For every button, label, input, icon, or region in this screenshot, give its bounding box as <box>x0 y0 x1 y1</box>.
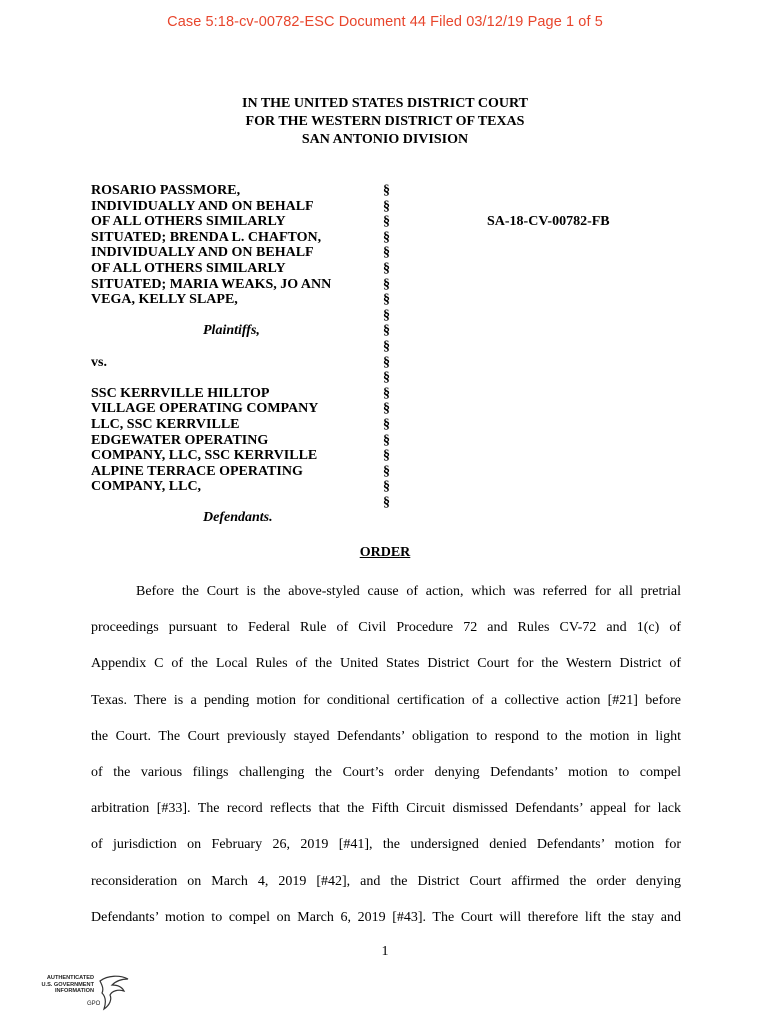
defendant-line: COMPANY, LLC, SSC KERRVILLE <box>91 448 318 464</box>
defendant-line: LLC, SSC KERRVILLE <box>91 416 240 432</box>
body-line: Before the Court is the above-styled cause of action, which was referred for all pretrial <box>136 584 681 599</box>
defendant-line: SSC KERRVILLE HILLTOP <box>91 385 270 401</box>
section-symbol: § <box>383 370 390 386</box>
body-line: Texas. There is a pending motion for conditional certification of a collective action [#21] before <box>91 692 681 708</box>
plaintiff-line: OF ALL OTHERS SIMILARLY <box>91 214 286 230</box>
body-line: Appendix C of the Local Rules of the United States District Court for the Western District of <box>91 656 681 672</box>
body-line: of jurisdiction on February 26, 2019 [#41], the undersigned denied Defendants’ motion for <box>91 837 681 853</box>
defendant-line: VILLAGE OPERATING COMPANY <box>91 401 319 417</box>
court-line-3: SAN ANTONIO DIVISION <box>301 132 469 147</box>
body-line: of the various filings challenging the Court’s order denying Defendants’ motion to compel <box>91 764 681 780</box>
defendant-line: ALPINE TERRACE OPERATING <box>91 463 303 479</box>
defendants-label: Defendants. <box>203 510 273 526</box>
plaintiff-line: SITUATED; BRENDA L. CHAFTON, <box>91 229 322 245</box>
body-line: proceedings pursuant to Federal Rule of Civil Procedure 72 and Rules CV-72 and 1(c) of <box>91 620 681 636</box>
section-symbol: § <box>383 260 390 276</box>
section-symbol: § <box>383 494 390 510</box>
section-symbol: § <box>383 338 390 354</box>
section-symbol: § <box>383 198 390 214</box>
plaintiff-line: VEGA, KELLY SLAPE, <box>91 292 238 308</box>
section-symbol: § <box>383 432 390 448</box>
section-symbol: § <box>383 292 390 308</box>
eagle-icon <box>94 973 134 1013</box>
plaintiff-line: OF ALL OTHERS SIMILARLY <box>91 260 286 276</box>
section-symbol: § <box>383 276 390 292</box>
court-heading <box>0 95 770 149</box>
gpo-seal-text: AUTHENTICATED U.S. GOVERNMENT INFORMATION <box>41 975 94 994</box>
gpo-authentication-seal <box>40 975 140 1015</box>
gpo-seal-tag: GPO <box>87 1001 101 1007</box>
plaintiffs-label: Plaintiffs, <box>203 323 260 339</box>
section-symbol: § <box>383 448 390 464</box>
section-symbol: § <box>383 183 390 198</box>
section-symbol: § <box>383 479 390 495</box>
section-symbol: § <box>383 245 390 261</box>
section-symbol: § <box>383 307 390 323</box>
plaintiff-line: SITUATED; MARIA WEAKS, JO ANN <box>91 276 332 292</box>
page-number: 1 <box>381 944 389 959</box>
court-line-2: FOR THE WESTERN DISTRICT OF TEXAS <box>245 114 525 129</box>
section-symbol-column <box>383 183 390 510</box>
section-symbol: § <box>383 401 390 417</box>
section-symbol: § <box>383 416 390 432</box>
filing-stamp-header: Case 5:18-cv-00782-ESC Document 44 Filed 03/12/19 Page 1 of 5 <box>167 14 603 30</box>
section-symbol: § <box>383 229 390 245</box>
plaintiff-line: ROSARIO PASSMORE, <box>91 183 241 198</box>
defendant-line: COMPANY, LLC, <box>91 479 202 495</box>
court-line-1: IN THE UNITED STATES DISTRICT COURT <box>242 96 528 111</box>
case-number: SA-18-CV-00782-FB <box>487 214 610 229</box>
plaintiff-line: INDIVIDUALLY AND ON BEHALF <box>91 245 314 261</box>
section-symbol: § <box>383 354 390 370</box>
plaintiff-line: INDIVIDUALLY AND ON BEHALF <box>91 198 314 214</box>
section-symbol: § <box>383 385 390 401</box>
body-line: reconsideration on March 4, 2019 [#42], and the District Court affirmed the order denying <box>91 873 681 889</box>
body-line: arbitration [#33]. The record reflects that the Fifth Circuit dismissed Defendants’ appeal for lack <box>91 801 681 817</box>
section-symbol: § <box>383 323 390 339</box>
section-symbol: § <box>383 214 390 230</box>
body-line: the Court. The Court previously stayed Defendants’ obligation to respond to the motion in light <box>91 728 681 744</box>
defendant-line: EDGEWATER OPERATING <box>91 432 269 448</box>
order-body <box>91 582 681 944</box>
versus-label: vs. <box>91 354 107 370</box>
section-symbol: § <box>383 463 390 479</box>
case-caption-parties <box>91 183 371 526</box>
order-title: ORDER <box>359 545 411 560</box>
body-line: Defendants’ motion to compel on March 6, 2019 [#43]. The Court will therefore lift the stay and <box>91 909 681 925</box>
